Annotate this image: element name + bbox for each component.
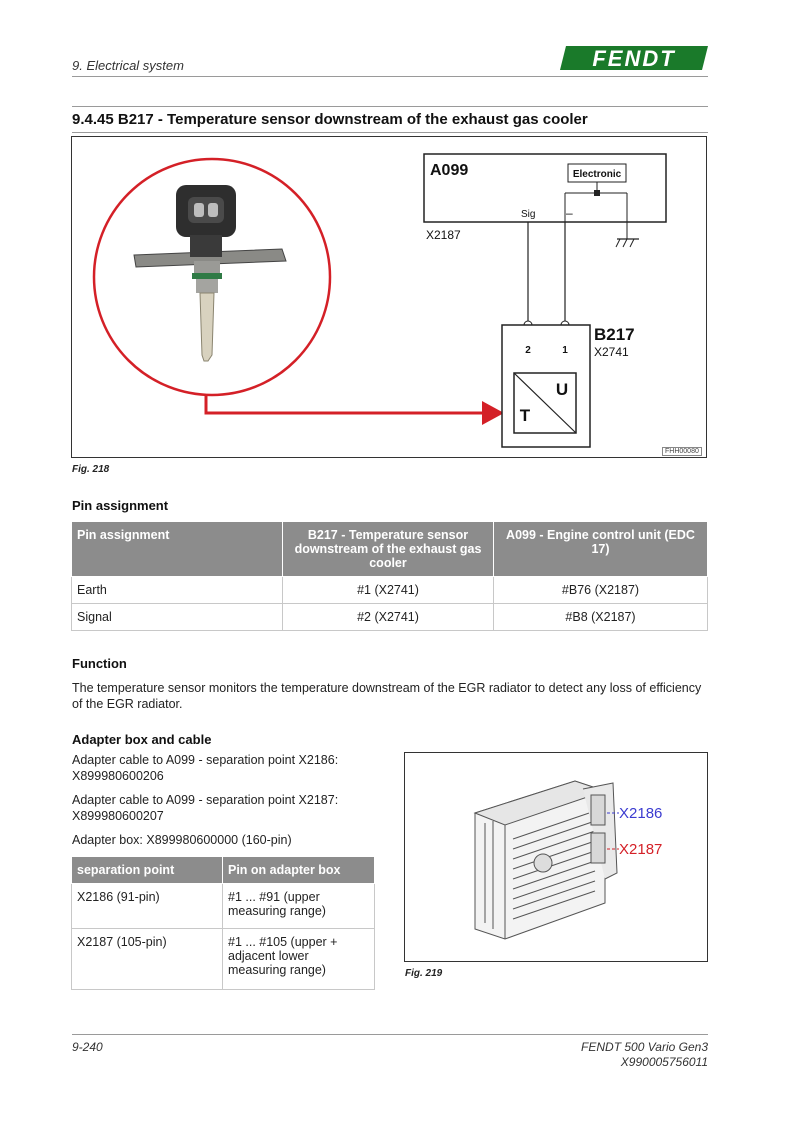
page-number: 9-240 (72, 1040, 103, 1054)
u-label: U (555, 380, 569, 399)
figure-caption-219: Fig. 219 (405, 968, 443, 979)
table-row (72, 884, 375, 929)
electronic-label: Electronic (572, 169, 622, 180)
arrow-line (206, 395, 484, 413)
ecu-label: A099 (430, 162, 469, 179)
table-cell: #1 ... #91 (upper measuring range) (223, 884, 375, 929)
table-cell: #1 (X2741) (283, 577, 494, 604)
column-header: Pin assignment (72, 522, 283, 577)
table-cell: Earth (72, 577, 283, 604)
pin-assignment-table (71, 521, 708, 631)
table-cell: #B8 (X2187) (494, 604, 708, 631)
pin2-label: 2 (525, 345, 531, 356)
table-cell: X2187 (105-pin) (72, 929, 223, 990)
title-divider-top (72, 106, 708, 107)
ecu-illustration (405, 753, 707, 961)
wiring-diagram (72, 137, 706, 457)
x2186-label: X2186 (619, 805, 663, 822)
document-number: X990005756011 (620, 1055, 708, 1069)
section-header: 9. Electrical system (72, 58, 184, 73)
pin-assignment-heading: Pin assignment (72, 498, 169, 513)
table-row (72, 604, 708, 631)
title-divider-bottom (72, 132, 708, 133)
table-header-row (72, 522, 708, 577)
adapter-box-text: Adapter box: X899980600000 (160-pin) (72, 833, 292, 847)
adapter-table (71, 856, 375, 990)
t-label: T (519, 406, 531, 425)
figure-caption-218: Fig. 218 (72, 464, 110, 475)
x2187-label: X2187 (619, 841, 663, 858)
function-text: The temperature sensor monitors the temperature downstream of the EGR radiator to detect any loss of efficiency of the EGR radiator. (72, 681, 702, 711)
adapter-cable-x2187: Adapter cable to A099 - separation point X2187: X899980600207 (72, 793, 339, 823)
header-divider (72, 76, 708, 77)
figure-code: FHH00080 (662, 447, 702, 456)
sig-label: Sig (521, 209, 536, 220)
model-name: FENDT 500 Vario Gen3 (581, 1040, 708, 1054)
table-row (72, 929, 375, 990)
table-cell: #1 ... #105 (upper + adjacent lower measuring range) (223, 929, 375, 990)
table-cell: #B76 (X2187) (494, 577, 708, 604)
sensor-connector-label: X2741 (594, 345, 629, 359)
function-heading: Function (72, 656, 127, 671)
table-cell: X2186 (91-pin) (72, 884, 223, 929)
adapter-cable-x2186: Adapter cable to A099 - separation point X2186: X899980600206 (72, 753, 339, 783)
table-cell: Signal (72, 604, 283, 631)
ecu-connector-label: X2187 (426, 228, 461, 242)
column-header: A099 - Engine control unit (EDC 17) (494, 522, 708, 577)
minus-label: – (566, 206, 573, 220)
page-title: 9.4.45 B217 - Temperature sensor downstream of the exhaust gas cooler (72, 111, 588, 128)
table-header-row (72, 857, 375, 884)
adapter-heading: Adapter box and cable (72, 732, 212, 747)
fendt-logo (560, 44, 710, 72)
column-header: Pin on adapter box (223, 857, 375, 884)
column-header: B217 - Temperature sensor downstream of the exhaust gas cooler (283, 522, 494, 577)
table-row (72, 577, 708, 604)
ecu-photo-figure (404, 752, 708, 962)
table-cell: #2 (X2741) (283, 604, 494, 631)
wiring-diagram-figure (71, 136, 707, 458)
brand-text: FENDT (592, 46, 676, 71)
column-header: separation point (72, 857, 223, 884)
arrow-head (482, 401, 504, 425)
sensor-label: B217 (594, 325, 635, 344)
footer-divider (72, 1034, 708, 1035)
pin1-label: 1 (562, 345, 568, 356)
